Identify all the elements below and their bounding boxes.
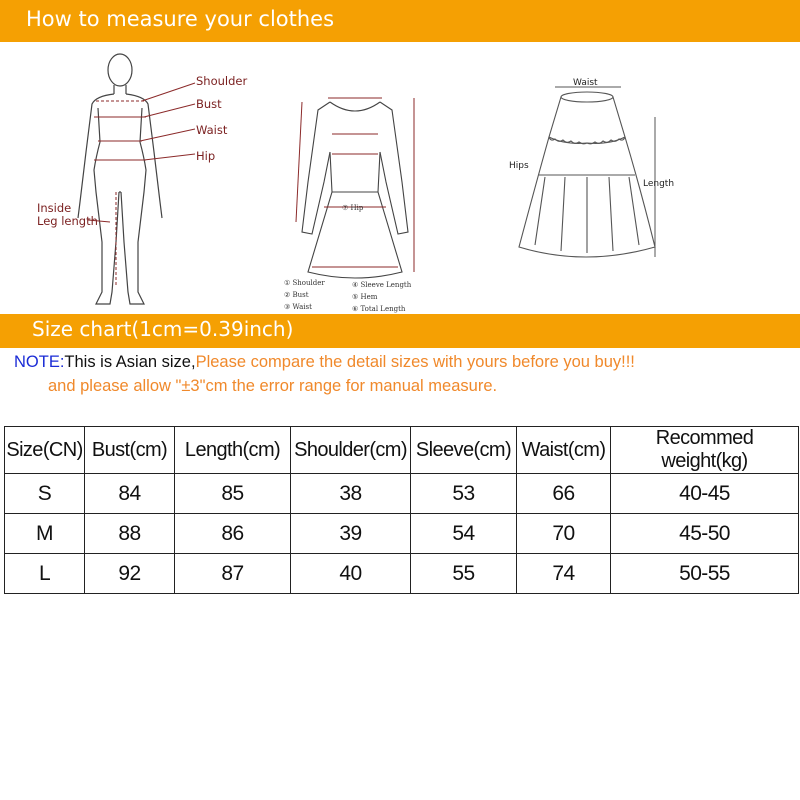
dress-measure-figure xyxy=(280,82,440,314)
table-cell: 85 xyxy=(175,474,291,514)
table-row xyxy=(5,554,799,594)
table-cell: 74 xyxy=(517,554,611,594)
dress-legend-6: ⑥ Total Length xyxy=(352,305,406,313)
header-banner xyxy=(0,0,800,42)
table-row xyxy=(5,514,799,554)
table-cell: 39 xyxy=(291,514,411,554)
table-cell: S xyxy=(5,474,85,514)
header-title: How to measure your clothes xyxy=(26,7,335,31)
note-compare: Please compare the detail sizes with yours before you buy!!! xyxy=(195,353,635,371)
table-cell: 40 xyxy=(291,554,411,594)
table-cell: 86 xyxy=(175,514,291,554)
size-chart-title: Size chart(1cm=0.39inch) xyxy=(32,317,294,341)
table-cell: 50-55 xyxy=(611,554,799,594)
table-header-cell: Length(cm) xyxy=(175,427,291,474)
body-label-leg-length: Leg length xyxy=(37,214,98,228)
table-cell: 55 xyxy=(411,554,517,594)
body-label-bust: Bust xyxy=(196,97,222,111)
body-label-waist: Waist xyxy=(196,123,228,137)
note-error-range: and please allow "±3"cm the error range for manual measure. xyxy=(48,377,498,395)
body-label-inside: Inside xyxy=(37,201,72,215)
size-note xyxy=(14,350,800,398)
size-chart-banner xyxy=(0,314,800,348)
table-header-cell: Waist(cm) xyxy=(517,427,611,474)
table-cell: L xyxy=(5,554,85,594)
size-table xyxy=(4,426,799,594)
table-cell: 45-50 xyxy=(611,514,799,554)
table-cell: M xyxy=(5,514,85,554)
skirt-measure-figure xyxy=(505,77,705,312)
dress-legend-1: ① Shoulder xyxy=(284,279,325,287)
table-cell: 84 xyxy=(85,474,175,514)
table-header-cell: Bust(cm) xyxy=(85,427,175,474)
table-header-cell: Shoulder(cm) xyxy=(291,427,411,474)
table-header-row xyxy=(5,427,799,474)
note-asian-size: This is Asian size, xyxy=(64,353,196,371)
table-header-cell: Sleeve(cm) xyxy=(411,427,517,474)
table-cell: 54 xyxy=(411,514,517,554)
dress-legend-5: ⑤ Hem xyxy=(352,293,378,301)
table-cell: 38 xyxy=(291,474,411,514)
dress-legend-4: ④ Sleeve Length xyxy=(352,281,412,289)
dress-legend-2: ② Bust xyxy=(284,291,309,299)
table-cell: 40-45 xyxy=(611,474,799,514)
table-header-cell: Size(CN) xyxy=(5,427,85,474)
skirt-label-length: Length xyxy=(643,179,675,189)
note-label: NOTE: xyxy=(14,353,65,371)
table-cell: 70 xyxy=(517,514,611,554)
body-label-shoulder: Shoulder xyxy=(196,74,248,88)
table-header-cell: Recommed weight(kg) xyxy=(611,427,799,474)
table-row xyxy=(5,474,799,514)
table-cell: 88 xyxy=(85,514,175,554)
measurement-illustrations xyxy=(0,42,800,314)
dress-legend-3: ③ Waist xyxy=(284,303,312,311)
table-cell: 87 xyxy=(175,554,291,594)
body-measure-figure xyxy=(30,42,260,312)
table-cell: 53 xyxy=(411,474,517,514)
body-label-hip: Hip xyxy=(196,149,216,163)
dress-hip-mark: ⑦ Hip xyxy=(342,204,364,212)
table-cell: 66 xyxy=(517,474,611,514)
skirt-label-hips: Hips xyxy=(509,161,529,171)
skirt-label-waist: Waist xyxy=(573,78,598,88)
table-cell: 92 xyxy=(85,554,175,594)
